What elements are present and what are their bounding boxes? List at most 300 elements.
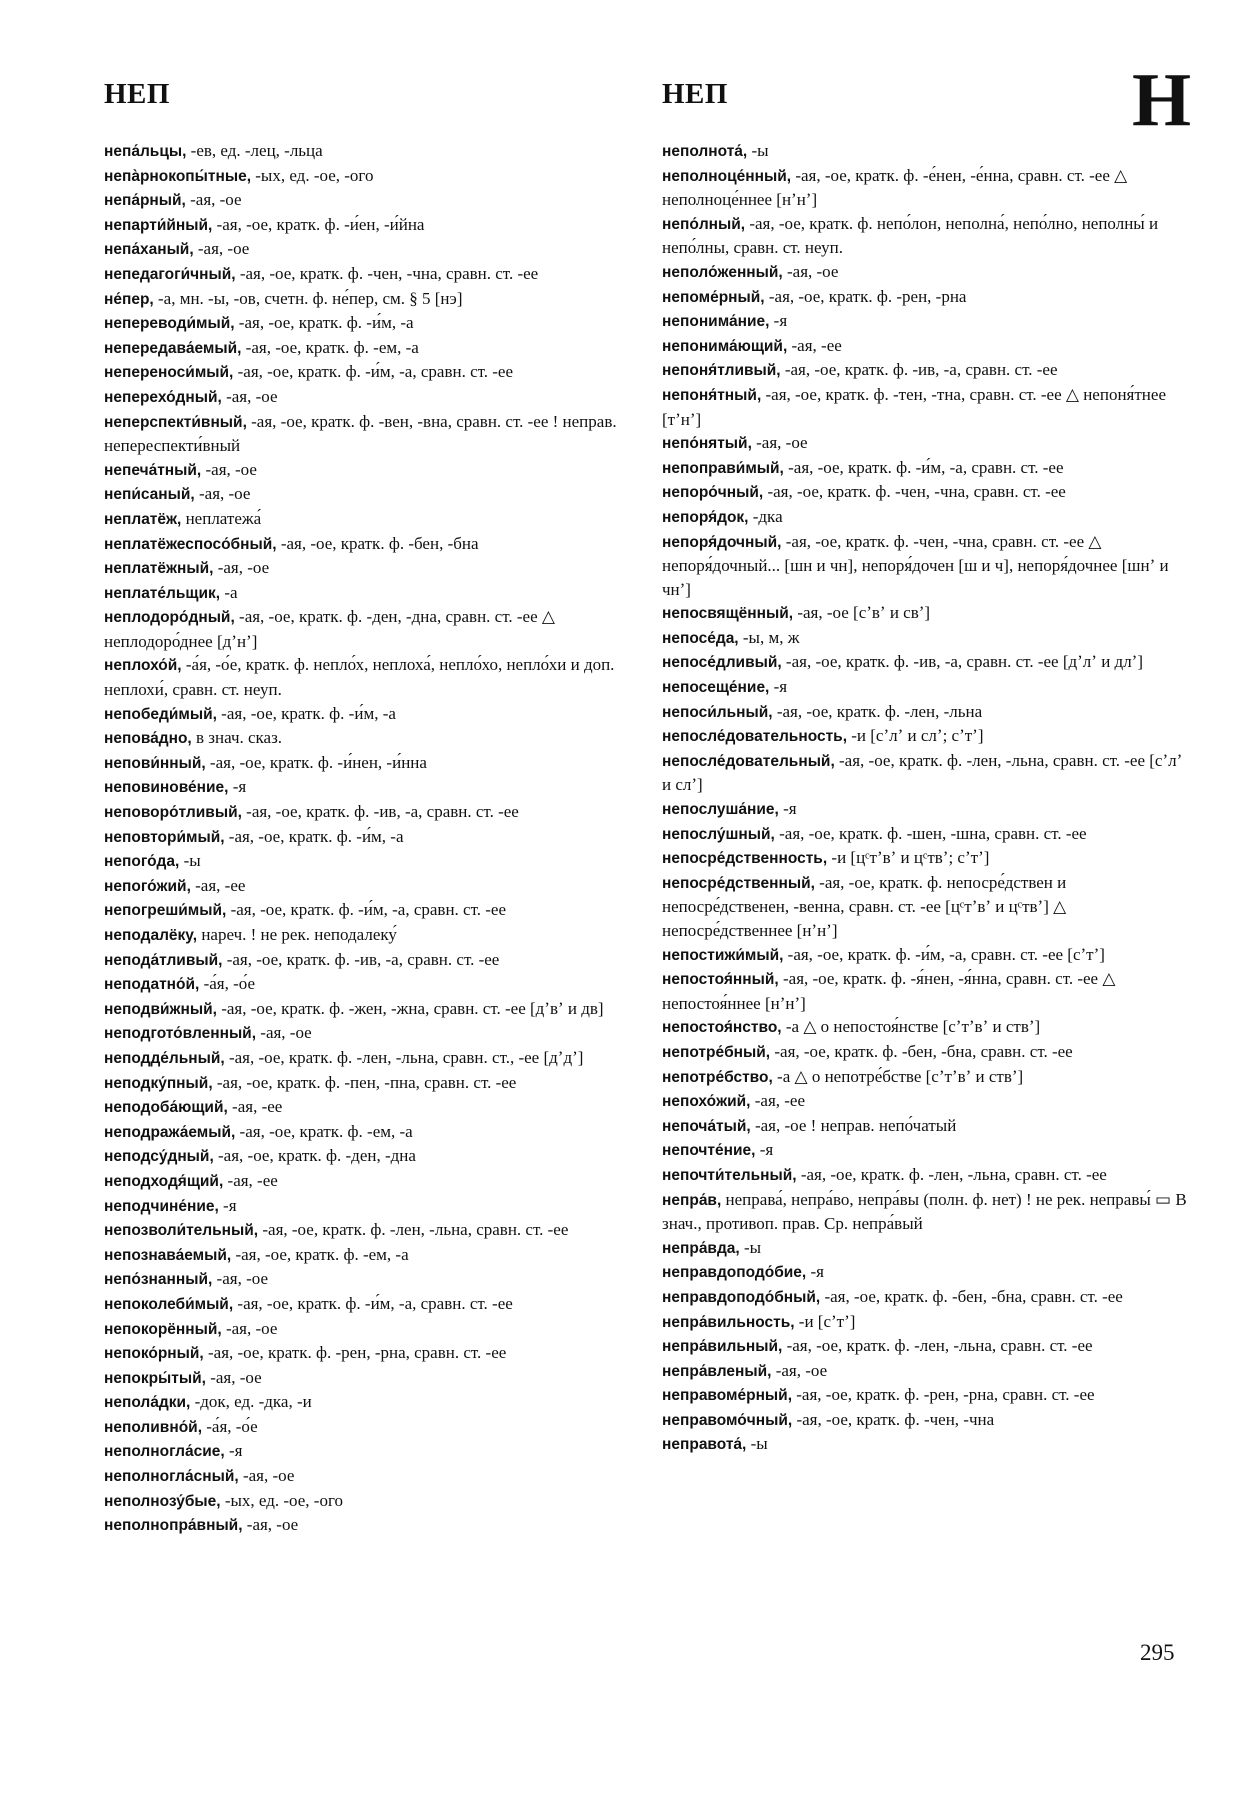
dictionary-entry — [104, 1513, 631, 1538]
entry-grammar: -ая, -ое, кратк. ф. -лен, -льна, сравн. ст. -ее — [796, 1164, 1107, 1184]
entry-grammar: -ая, -ое — [256, 1023, 312, 1043]
entry-headword: непосе́дливый, — [662, 654, 782, 672]
entry-headword: непоме́рный, — [662, 288, 765, 306]
entry-grammar: -ая, -ее — [223, 1170, 278, 1190]
dictionary-entry — [104, 898, 631, 923]
entry-headword: неправоме́рный, — [662, 1387, 793, 1405]
entry-headword: неполногла́сие, — [104, 1443, 225, 1461]
dictionary-entry — [662, 1015, 1188, 1040]
dictionary-entry — [104, 972, 631, 997]
entry-headword: неподсу́дный, — [104, 1148, 214, 1166]
dictionary-entry — [662, 1383, 1188, 1408]
dictionary-entry — [104, 702, 631, 727]
dictionary-entry — [104, 1194, 631, 1219]
dictionary-entry — [104, 410, 631, 458]
dictionary-entry — [104, 1464, 631, 1489]
entry-grammar: -ая, -ое, кратк. ф. -пен, -пна, сравн. ст. -ее — [212, 1072, 517, 1092]
entry-grammar: -ы — [747, 141, 769, 160]
entry-headword: неподку́пный, — [104, 1074, 213, 1092]
entry-grammar: -ая, -ое, кратк. ф. -шен, -шна, сравн. ст. -ее — [774, 823, 1087, 843]
entry-headword: неперспекти́вный, — [104, 413, 247, 431]
dictionary-entry — [104, 556, 631, 581]
dictionary-entry — [662, 675, 1188, 700]
entry-headword: неплохо́й, — [104, 657, 182, 675]
dictionary-entry — [662, 871, 1188, 943]
entry-grammar: -я — [778, 799, 797, 819]
section-letter: Н — [1132, 58, 1192, 142]
entry-headword: неплате́льщик, — [104, 584, 221, 602]
dictionary-entry — [104, 287, 631, 312]
entry-headword: непознава́емый, — [104, 1246, 232, 1264]
dictionary-entry — [662, 1138, 1188, 1163]
entry-grammar: -ая, -ое, кратк. ф. -и́м, -а, сравн. ст. -ее — [783, 457, 1064, 477]
entry-headword: неполо́женный, — [662, 263, 783, 281]
entry-grammar: -ая, -ее — [190, 875, 246, 895]
entry-headword: непого́да, — [104, 853, 180, 871]
entry-grammar: -ая, -ое, кратк. ф. -ив, -а, сравн. ст. -ее — [241, 802, 519, 822]
entry-grammar: -ая, -ое, кратк. ф. -ив, -а, сравн. ст. -ее — [222, 949, 500, 969]
entry-headword: непра́в, — [662, 1191, 722, 1209]
entry-headword: непотре́бный, — [662, 1043, 771, 1061]
dictionary-entry — [104, 458, 631, 483]
entry-grammar: -ая, -ое, кратк. ф. непо́лон, неполна́, непо́лно, неполны́ и непо́лны, сравн. ст. неуп. — [662, 213, 1159, 258]
entry-grammar: -ая, -ое — [771, 1360, 828, 1380]
entry-grammar: -ых, ед. -ое, -ого — [220, 1490, 344, 1510]
dictionary-entry — [104, 1489, 631, 1514]
entry-headword: неповтори́мый, — [104, 828, 225, 846]
entry-headword: неповинове́ние, — [104, 779, 229, 797]
entry-headword: непобеди́мый, — [104, 705, 217, 723]
entry-grammar: -ая, -ое — [201, 459, 257, 479]
entry-headword: непоча́тый, — [662, 1117, 751, 1135]
entry-headword: неправдоподо́бие, — [662, 1264, 807, 1282]
entry-grammar: -ая, -ое, кратк. ф. -чен, -чна — [792, 1409, 995, 1429]
dictionary-entry — [104, 188, 631, 213]
entry-headword: непра́вильный, — [662, 1338, 783, 1356]
entry-grammar: -ая, -ое, кратк. ф. -и́м, -а — [234, 313, 414, 333]
entry-grammar: -ая, -ое, кратк. ф. -лен, -льна, сравн. ст. -ее [сʼлʼ и слʼ] — [662, 750, 1183, 795]
entry-headword: непередава́емый, — [104, 339, 242, 357]
entry-grammar: -ая, -ое, кратк. ф. -чен, -чна, сравн. ст. -ее △ непоря́дочный... [шн и чн], непоря́дочен [ш и ч], непоря́дочнее [шнʼ и чнʼ] — [662, 531, 1169, 599]
entry-grammar: -а △ о непотре́бстве [сʼтʼвʼ и ствʼ] — [772, 1066, 1024, 1086]
dictionary-entry — [662, 1188, 1188, 1236]
entry-grammar: -я — [755, 1140, 774, 1160]
dictionary-entry — [104, 1144, 631, 1169]
entry-headword: непозволи́тельный, — [104, 1222, 259, 1240]
entry-headword: неподгото́вленный, — [104, 1025, 257, 1043]
entry-grammar: -ая, -ое, кратк. ф. -и́м, -а, сравн. ст. -ее [сʼтʼ] — [783, 944, 1105, 964]
entry-headword: непостоя́нный, — [662, 971, 779, 989]
entry-headword: неподоба́ющий, — [104, 1099, 228, 1117]
dictionary-entry — [662, 334, 1188, 359]
entry-headword: непослу́шный, — [662, 825, 775, 843]
dictionary-entry — [662, 1163, 1188, 1188]
dictionary-entry — [104, 1267, 631, 1292]
entry-grammar: -ев, ед. -лец, -льца — [186, 141, 323, 160]
entry-grammar: -ая, -ое, кратк. ф. -чен, -чна, сравн. ст. -ее — [235, 263, 539, 283]
dictionary-entry — [662, 431, 1188, 456]
dictionary-entry — [662, 1310, 1188, 1335]
entry-grammar: -ая, -ое, кратк. ф. -чен, -чна, сравн. ст. -ее — [763, 482, 1066, 502]
entry-headword: непоня́тный, — [662, 386, 762, 404]
entry-headword: непоко́рный, — [104, 1345, 204, 1363]
entry-headword: непи́саный, — [104, 486, 195, 504]
entry-headword: непосре́дственный, — [662, 874, 815, 892]
dictionary-entry — [104, 923, 631, 948]
dictionary-entry — [104, 385, 631, 410]
dictionary-entry — [662, 309, 1188, 334]
dictionary-entry — [104, 1341, 631, 1366]
entry-grammar: -ая, -ое — [782, 261, 839, 281]
entry-grammar: -ая, -ее — [227, 1097, 283, 1117]
dictionary-entry — [104, 1046, 631, 1071]
dictionary-entry — [662, 358, 1188, 383]
entry-grammar: -ая, -ее — [787, 335, 842, 355]
entry-headword: неподде́льный, — [104, 1049, 225, 1067]
entry-headword: непра́вда, — [662, 1239, 740, 1257]
entry-headword: неполнозу́бые, — [104, 1492, 221, 1510]
entry-grammar: неправа́, непра́во, непра́вы (полн. ф. нет) ! не рек. неправы́ ▭ В знач., противоп. прав. Ср. непра́вый — [662, 1189, 1187, 1234]
entry-headword: непокорённый, — [104, 1320, 222, 1338]
dictionary-entry — [662, 1334, 1188, 1359]
dictionary-entry — [104, 360, 631, 385]
entry-headword: непотре́бство, — [662, 1068, 773, 1086]
entry-grammar: -ая, -ое, кратк. ф. -е́нен, -е́нна, сравн. ст. -ее △ неполноце́ннее [нʼнʼ] — [662, 165, 1128, 210]
entry-grammar: -ая, -ое, кратк. ф. -бен, -бна, сравн. ст. -ее — [820, 1286, 1123, 1306]
entry-grammar: -ая, -ое, кратк. ф. -тен, -тна, сравн. ст. -ее △ непоня́тнее [тʼнʼ] — [662, 384, 1166, 429]
dictionary-entry — [104, 1415, 631, 1440]
entry-grammar: -ых, ед. -ое, -ого — [251, 165, 374, 185]
entry-headword: неполнопра́вный, — [104, 1517, 243, 1535]
entry-headword: непра́вленый, — [662, 1362, 772, 1380]
entry-grammar: -ая, -ое, кратк. ф. -ив, -а, сравн. ст. -ее [дʼлʼ и длʼ] — [781, 652, 1144, 672]
dictionary-entry — [662, 1285, 1188, 1310]
entry-grammar: -ая, -ое, кратк. ф. -ден, -дна — [213, 1146, 416, 1166]
entry-grammar: -ая, -ое, кратк. ф. -рен, -рна, сравн. ст. -ее — [203, 1343, 507, 1363]
entry-grammar: -ая, -ое — [205, 1367, 262, 1387]
dictionary-entry — [104, 1218, 631, 1243]
dictionary-entry — [104, 874, 631, 899]
entry-headword: неправдоподо́бный, — [662, 1288, 821, 1306]
entry-grammar: -ая, -ое — [242, 1515, 299, 1535]
dictionary-entry — [104, 825, 631, 850]
entry-headword: неполнота́, — [662, 143, 748, 160]
page-number: 295 — [1140, 1640, 1175, 1665]
entry-headword: неправота́, — [662, 1436, 747, 1454]
entry-headword: непа̀рнокопы́тные, — [104, 167, 252, 185]
entry-grammar: -а́я, -о́е — [202, 1416, 258, 1436]
entry-headword: непо́знанный, — [104, 1271, 213, 1289]
dictionary-entry — [104, 1071, 631, 1096]
dictionary-entry — [662, 212, 1188, 260]
entry-headword: неплодоро́дный, — [104, 609, 235, 627]
entry-grammar: -ы — [746, 1434, 768, 1454]
entry-headword: непереноси́мый, — [104, 364, 234, 382]
entry-headword: непосле́довательный, — [662, 752, 835, 770]
dictionary-entry — [662, 260, 1188, 285]
entry-headword: непосле́довательность, — [662, 728, 848, 746]
dictionary-entry — [662, 1114, 1188, 1139]
entry-headword: неповоро́тливый, — [104, 804, 242, 822]
entry-grammar: -ая, -ое, кратк. ф. -и́нен, -и́нна — [205, 752, 427, 772]
entry-headword: неплатёжный, — [104, 560, 214, 578]
entry-grammar: -ая, -ое, кратк. ф. -лен, -льна, сравн. ст. -ее — [782, 1336, 1093, 1356]
dictionary-entry — [104, 336, 631, 361]
entry-grammar: -ая, -ее — [750, 1091, 806, 1111]
dictionary-entry — [662, 1089, 1188, 1114]
entry-headword: неполивно́й, — [104, 1418, 202, 1436]
dictionary-entry — [662, 749, 1188, 797]
running-header-left: НЕП — [104, 78, 170, 110]
entry-headword: непра́вильность, — [662, 1313, 795, 1331]
dictionary-entry — [104, 507, 631, 532]
entry-headword: непа́ханый, — [104, 241, 194, 259]
entry-grammar: -ая, -ое [сʼвʼ и свʼ] — [793, 603, 931, 623]
entry-headword: непа́рный, — [104, 192, 186, 210]
dictionary-entry — [104, 139, 631, 164]
entry-grammar: -ая, -ое, кратк. ф. непосре́дствен и непосре́дственен, -венна, сравн. ст. -ее [цᶜтʼвʼ и цᶜтвʼ] △ непосре́дственнее [нʼнʼ] — [662, 872, 1067, 940]
entry-grammar: -дка — [748, 506, 783, 526]
dictionary-entry — [662, 1432, 1188, 1457]
dictionary-entry — [104, 1439, 631, 1464]
entry-headword: непереводи́мый, — [104, 315, 235, 333]
entry-grammar: -док, ед. -дка, -и — [190, 1392, 312, 1412]
entry-headword: неподходя́щий, — [104, 1172, 224, 1190]
running-header-right: НЕП — [662, 78, 728, 110]
entry-grammar: -ая, -ое, кратк. ф. -ем, -а — [231, 1244, 409, 1264]
entry-grammar: -а, мн. -ы, -ов, счетн. ф. не́пер, см. § 5 [нэ] — [153, 288, 463, 308]
entry-grammar: -ая, -ое, кратк. ф. -и́ен, -и́йна — [212, 214, 425, 234]
entry-grammar: -ая, -ое, кратк. ф. -рен, -рна, сравн. ст. -ее — [792, 1385, 1095, 1405]
entry-grammar: -и [сʼлʼ и слʼ; сʼтʼ] — [847, 726, 984, 746]
entry-grammar: -ая, -ое, кратк. ф. -ден, -дна, сравн. ст. -ее △ неплодоро́днее [дʼнʼ] — [104, 607, 555, 651]
entry-grammar: -я — [769, 311, 788, 331]
entry-headword: непонима́ние, — [662, 313, 770, 331]
entry-grammar: -я — [769, 677, 788, 697]
dictionary-entry — [104, 997, 631, 1022]
entry-headword: непоря́дочный, — [662, 533, 782, 551]
entry-headword: непо́нятый, — [662, 435, 752, 453]
dictionary-entry — [104, 726, 631, 751]
left-column — [104, 139, 631, 1538]
dictionary-entry — [104, 164, 631, 189]
dictionary-entry — [104, 311, 631, 336]
dictionary-entry — [104, 213, 631, 238]
dictionary-entry — [662, 700, 1188, 725]
dictionary-entry — [662, 164, 1188, 212]
dictionary-entry — [104, 1292, 631, 1317]
dictionary-entry — [104, 1120, 631, 1145]
entry-grammar: -ы, м, ж — [738, 627, 800, 647]
entry-grammar: -и [сʼтʼ] — [794, 1311, 856, 1331]
entry-headword: непарти́йный, — [104, 216, 213, 234]
entry-grammar: -ая, -ое — [751, 433, 808, 453]
entry-grammar: -ая, -ое — [221, 386, 278, 406]
entry-headword: непочте́ние, — [662, 1142, 756, 1160]
entry-grammar: -ая, -ое, кратк. ф. -лен, -льна — [772, 701, 983, 721]
dictionary-entry — [662, 1260, 1188, 1285]
entry-grammar: -ая, -ое, кратк. ф. -бен, -бна — [276, 533, 479, 553]
entry-headword: непослуша́ние, — [662, 801, 779, 819]
dictionary-entry — [104, 532, 631, 557]
dictionary-entry — [662, 1359, 1188, 1384]
entry-grammar: -я — [228, 777, 247, 797]
entry-headword: непола́дки, — [104, 1394, 191, 1412]
dictionary-entry — [104, 1390, 631, 1415]
entry-grammar: -ая, -ое ! неправ. непо́чатый — [750, 1115, 957, 1135]
entry-headword: непочти́тельный, — [662, 1166, 797, 1184]
entry-headword: непонима́ющий, — [662, 337, 788, 355]
entry-grammar: в знач. сказ. — [191, 728, 283, 748]
dictionary-entry — [104, 1095, 631, 1120]
entry-grammar: -ая, -ое, кратк. ф. -бен, -бна, сравн. ст. -ее — [770, 1041, 1073, 1061]
dictionary-entry — [662, 456, 1188, 481]
entry-grammar: -ая, -ое — [185, 190, 242, 210]
entry-headword: неполногла́сный, — [104, 1468, 239, 1486]
entry-headword: неподатно́й, — [104, 976, 200, 994]
entry-grammar: -ая, -ое — [212, 1269, 268, 1289]
entry-headword: непови́нный, — [104, 754, 206, 772]
entry-grammar: -ая, -ое — [194, 484, 251, 504]
dictionary-entry — [104, 237, 631, 262]
entry-grammar: -а́я, -о́е — [199, 974, 256, 994]
entry-grammar: -ая, -ое — [213, 558, 270, 578]
dictionary-entry — [104, 1366, 631, 1391]
entry-grammar: -ая, -ое, кратк. ф. -и́м, -а, сравн. ст. -ее — [226, 900, 506, 920]
dictionary-entry — [662, 967, 1188, 1015]
entry-grammar: -ая, -ое, кратк. ф. -вен, -вна, сравн. ст. -ее ! неправ. непереспекти́вный — [104, 411, 617, 456]
entry-headword: непокры́тый, — [104, 1369, 206, 1387]
entry-grammar: -ая, -ое, кратк. ф. -я́нен, -я́нна, сравн. ст. -ее △ непостоя́ннее [нʼнʼ] — [662, 969, 1116, 1013]
entry-headword: непого́жий, — [104, 877, 191, 895]
dictionary-entry — [104, 849, 631, 874]
entry-headword: непоси́льный, — [662, 703, 773, 721]
entry-grammar: -ая, -ое, кратк. ф. -лен, -льна, сравн. ст., -ее [дʼдʼ] — [224, 1047, 584, 1067]
dictionary-entry — [662, 626, 1188, 651]
dictionary-entry — [662, 505, 1188, 530]
entry-headword: неподви́жный, — [104, 1000, 217, 1018]
entry-grammar: -а — [220, 582, 238, 602]
entry-headword: непосвящённый, — [662, 605, 794, 623]
dictionary-entry — [662, 846, 1188, 871]
dictionary-entry — [662, 480, 1188, 505]
entry-headword: не́пер, — [104, 290, 154, 308]
dictionary-entry — [662, 1408, 1188, 1433]
dictionary-entry — [662, 1065, 1188, 1090]
entry-headword: непа́льцы, — [104, 143, 187, 160]
dictionary-entry — [104, 1021, 631, 1046]
entry-headword: неподалёку, — [104, 927, 198, 944]
entry-headword: непоправи́мый, — [662, 459, 784, 477]
entry-headword: непоня́тливый, — [662, 362, 781, 380]
entry-grammar: -ая, -ое — [238, 1466, 295, 1486]
entry-grammar: -я — [224, 1441, 243, 1461]
dictionary-entry — [662, 139, 1188, 164]
entry-headword: непосеще́ние, — [662, 679, 770, 697]
entry-headword: неподчине́ние, — [104, 1197, 219, 1215]
dictionary-entry — [104, 581, 631, 606]
entry-headword: неплатёжеспосо́бный, — [104, 535, 277, 553]
dictionary-entry — [104, 482, 631, 507]
entry-headword: непоря́док, — [662, 508, 749, 526]
entry-headword: непоколеби́мый, — [104, 1295, 234, 1313]
entry-headword: непо́лный, — [662, 215, 746, 233]
dictionary-entry — [662, 797, 1188, 822]
dictionary-entry — [104, 1317, 631, 1342]
entry-grammar: нареч. ! не рек. неподалеку́ — [197, 925, 397, 944]
dictionary-entry — [104, 1243, 631, 1268]
dictionary-entry — [104, 775, 631, 800]
entry-headword: неплатёж, — [104, 510, 182, 528]
entry-headword: непедагоги́чный, — [104, 265, 236, 283]
entry-grammar: -а́я, -о́е, кратк. ф. непло́х, неплоха́, непло́хо, непло́хи и доп. неплохи́, сравн. ст. неуп. — [104, 655, 615, 700]
dictionary-entry — [104, 262, 631, 287]
entry-headword: неполноце́нный, — [662, 167, 792, 185]
dictionary-entry — [104, 1169, 631, 1194]
entry-headword: неподража́емый, — [104, 1123, 236, 1141]
dictionary-entry — [662, 1040, 1188, 1065]
entry-headword: непосре́дственность, — [662, 850, 828, 868]
entry-grammar: -ая, -ое, кратк. ф. -и́м, -а — [216, 703, 396, 723]
dictionary-entry — [662, 943, 1188, 968]
dictionary-entry — [662, 285, 1188, 310]
entry-headword: неправомо́чный, — [662, 1411, 793, 1429]
entry-grammar: -ая, -ое, кратк. ф. -жен, -жна, сравн. ст. -ее [дʼвʼ и дв] — [216, 998, 604, 1018]
entry-grammar: -и [цᶜтʼвʼ и цᶜтвʼ; сʼтʼ] — [827, 848, 990, 868]
entry-headword: непова́дно, — [104, 730, 192, 748]
entry-grammar: -ая, -ое — [193, 239, 250, 259]
entry-headword: непода́тливый, — [104, 951, 223, 969]
dictionary-entry — [662, 383, 1188, 431]
entry-grammar: -ая, -ое, кратк. ф. -ив, -а, сравн. ст. -ее — [780, 360, 1058, 380]
dictionary-entry — [104, 800, 631, 825]
entry-grammar: -ая, -ое, кратк. ф. -лен, -льна, сравн. ст. -ее — [258, 1220, 569, 1240]
dictionary-entry — [662, 1236, 1188, 1261]
entry-grammar: -ая, -ое, кратк. ф. -ем, -а — [241, 337, 419, 357]
entry-headword: непохо́жий, — [662, 1093, 751, 1111]
entry-grammar: -ая, -ое, кратк. ф. -и́м, -а, сравн. ст. -ее — [233, 1293, 513, 1313]
entry-grammar: -ая, -ое, кратк. ф. -и́м, -а — [224, 826, 404, 846]
entry-grammar: -ая, -ое, кратк. ф. -ем, -а — [235, 1121, 413, 1141]
dictionary-entry — [104, 751, 631, 776]
dictionary-entry — [104, 605, 631, 653]
dictionary-entry — [662, 822, 1188, 847]
dictionary-entry — [662, 724, 1188, 749]
entry-headword: непосе́да, — [662, 629, 739, 647]
right-column — [662, 139, 1188, 1457]
entry-grammar: неплатежа́ — [181, 508, 262, 528]
dictionary-entry — [662, 530, 1188, 602]
entry-grammar: -ая, -ое, кратк. ф. -и́м, -а, сравн. ст. -ее — [233, 362, 514, 382]
entry-headword: непостижи́мый, — [662, 946, 784, 964]
entry-grammar: -ы — [739, 1237, 762, 1257]
entry-grammar: -ая, -ое, кратк. ф. -рен, -рна — [764, 286, 967, 306]
entry-grammar: -а △ о непостоя́нстве [сʼтʼвʼ и ствʼ] — [781, 1017, 1041, 1037]
entry-headword: непогреши́мый, — [104, 902, 227, 920]
entry-headword: непостоя́нство, — [662, 1019, 782, 1037]
dictionary-entry — [104, 948, 631, 973]
entry-headword: непоро́чный, — [662, 484, 764, 502]
entry-grammar: -я — [218, 1195, 237, 1215]
dictionary-entry — [662, 650, 1188, 675]
entry-headword: непеча́тный, — [104, 461, 202, 479]
entry-grammar: -ая, -ое — [221, 1318, 278, 1338]
dictionary-entry — [662, 601, 1188, 626]
entry-headword: неперехо́дный, — [104, 388, 222, 406]
entry-grammar: -я — [806, 1262, 824, 1282]
dictionary-entry — [104, 653, 631, 701]
entry-grammar: -ы — [179, 851, 201, 871]
